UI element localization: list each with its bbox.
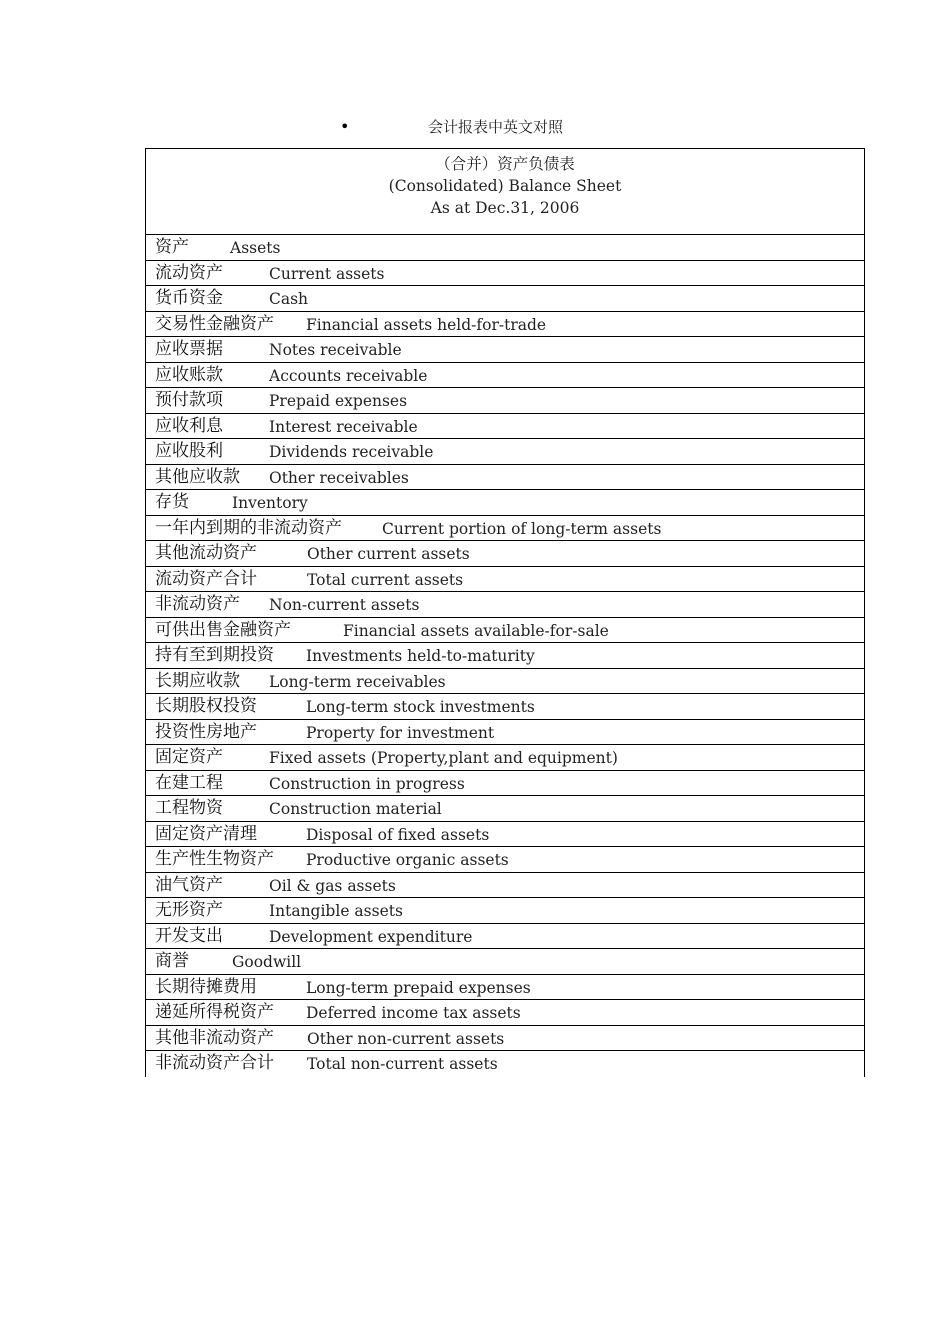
table-row (146, 771, 864, 797)
table-row (146, 745, 864, 771)
row-label-cn: 长期应收款 (155, 670, 240, 691)
row-label-cn: 其他流动资产 (155, 543, 257, 563)
row-label-en: Prepaid expenses (269, 392, 408, 410)
table-row (146, 1000, 864, 1026)
row-label-cn: 非流动资产 (155, 594, 240, 614)
row-label-en: Deferred income tax assets (306, 1004, 521, 1022)
table-row (146, 847, 864, 873)
row-label-cn: 可供出售金融资产 (155, 619, 291, 640)
row-label-cn: 其他非流动资产 (155, 1027, 274, 1048)
row-label-en: Assets (230, 239, 281, 257)
row-label-en: Construction in progress (269, 774, 465, 793)
row-label-cn: 存货 (155, 492, 189, 512)
header-title-en: (Consolidated) Balance Sheet (388, 177, 622, 195)
row-label-cn: 流动资产合计 (155, 568, 257, 589)
row-label-en: Financial assets held-for-trade (306, 315, 547, 334)
row-label-en: Development expenditure (269, 927, 473, 946)
header-title-cn: （合并）资产负债表 (435, 155, 575, 173)
row-label-en: Other current assets (307, 545, 470, 563)
table-row (146, 439, 864, 465)
row-label-cn: 在建工程 (155, 772, 223, 793)
row-label-en: Fixed assets (Property,plant and equipment) (269, 749, 618, 767)
row-label-en: Construction material (269, 800, 442, 818)
table-row (146, 898, 864, 924)
header-date: As at Dec.31, 2006 (430, 199, 580, 217)
row-label-en: Long-term prepaid expenses (306, 978, 531, 997)
row-label-en: Long-term stock investments (306, 698, 535, 716)
row-label-en: Total current assets (307, 570, 464, 589)
row-label-en: Current portion of long-term assets (382, 519, 662, 538)
row-label-cn: 开发支出 (155, 925, 223, 946)
row-label-cn: 流动资产 (155, 262, 223, 283)
row-label-cn: 应收账款 (155, 364, 223, 385)
table-row (146, 235, 864, 261)
row-label-cn: 应收股利 (155, 441, 223, 461)
row-label-en: Oil & gas assets (269, 876, 396, 895)
row-label-cn: 预付款项 (155, 390, 223, 410)
row-label-cn: 其他应收款 (155, 466, 240, 487)
row-label-cn: 货币资金 (155, 288, 223, 308)
row-label-cn: 一年内到期的非流动资产 (155, 517, 342, 538)
table-row (146, 873, 864, 899)
document-title: 会计报表中英文对照 (428, 118, 564, 136)
table-row (146, 592, 864, 618)
table-row (146, 286, 864, 312)
table-row (146, 796, 864, 822)
row-label-cn: 应收利息 (155, 415, 223, 436)
row-label-en: Interest receivable (269, 417, 418, 436)
table-row (146, 822, 864, 848)
table-row (146, 720, 864, 746)
table-row (146, 567, 864, 593)
row-label-cn: 递延所得税资产 (155, 1002, 274, 1022)
row-label-en: Cash (269, 290, 309, 308)
row-label-cn: 长期待摊费用 (155, 976, 257, 997)
row-label-cn: 无形资产 (155, 900, 223, 920)
row-label-en: Other non-current assets (307, 1029, 505, 1048)
row-label-en: Non-current assets (269, 596, 420, 614)
row-label-cn: 固定资产清理 (155, 823, 257, 844)
table-row (146, 465, 864, 491)
row-label-cn: 长期股权投资 (155, 696, 257, 716)
document-heading (340, 116, 840, 138)
table-row (146, 541, 864, 567)
row-label-en: Disposal of fixed assets (306, 825, 490, 844)
table-row (146, 924, 864, 950)
row-label-en: Current assets (269, 264, 385, 283)
row-label-en: Other receivables (269, 468, 409, 487)
row-label-en: Inventory (232, 494, 308, 512)
row-label-en: Property for investment (306, 723, 495, 742)
table-row (146, 337, 864, 363)
row-label-en: Dividends receivable (269, 443, 434, 461)
table-row (146, 312, 864, 338)
balance-sheet-table (145, 148, 865, 1077)
table-row (146, 669, 864, 695)
row-label-cn: 生产性生物资产 (155, 849, 274, 869)
row-label-en: Goodwill (232, 953, 302, 971)
bullet-icon: • (340, 117, 350, 136)
row-label-cn: 非流动资产合计 (155, 1053, 274, 1073)
table-row (146, 694, 864, 720)
table-row (146, 414, 864, 440)
row-label-cn: 商誉 (155, 951, 189, 971)
row-label-cn: 资产 (155, 237, 189, 257)
table-row (146, 949, 864, 975)
table-row (146, 1051, 864, 1077)
table-row (146, 1026, 864, 1052)
row-label-en: Financial assets available-for-sale (343, 621, 609, 640)
row-label-en: Notes receivable (269, 341, 402, 359)
row-label-cn: 固定资产 (155, 747, 223, 767)
row-label-cn: 工程物资 (155, 798, 223, 818)
table-row (146, 975, 864, 1001)
row-label-cn: 投资性房地产 (155, 721, 257, 742)
table-row (146, 490, 864, 516)
table-row (146, 388, 864, 414)
row-label-en: Investments held-to-maturity (306, 647, 535, 665)
table-body (146, 235, 864, 1077)
row-label-cn: 油气资产 (155, 874, 223, 895)
row-label-en: Intangible assets (269, 902, 403, 920)
table-row (146, 261, 864, 287)
table-row (146, 516, 864, 542)
row-label-cn: 应收票据 (155, 339, 223, 359)
table-row (146, 643, 864, 669)
table-row (146, 618, 864, 644)
table-header (146, 149, 864, 235)
row-label-cn: 持有至到期投资 (155, 645, 274, 665)
row-label-en: Accounts receivable (269, 366, 428, 385)
row-label-en: Productive organic assets (306, 851, 509, 869)
row-label-cn: 交易性金融资产 (155, 313, 274, 334)
table-row (146, 363, 864, 389)
row-label-en: Long-term receivables (269, 672, 446, 691)
row-label-en: Total non-current assets (307, 1055, 498, 1073)
